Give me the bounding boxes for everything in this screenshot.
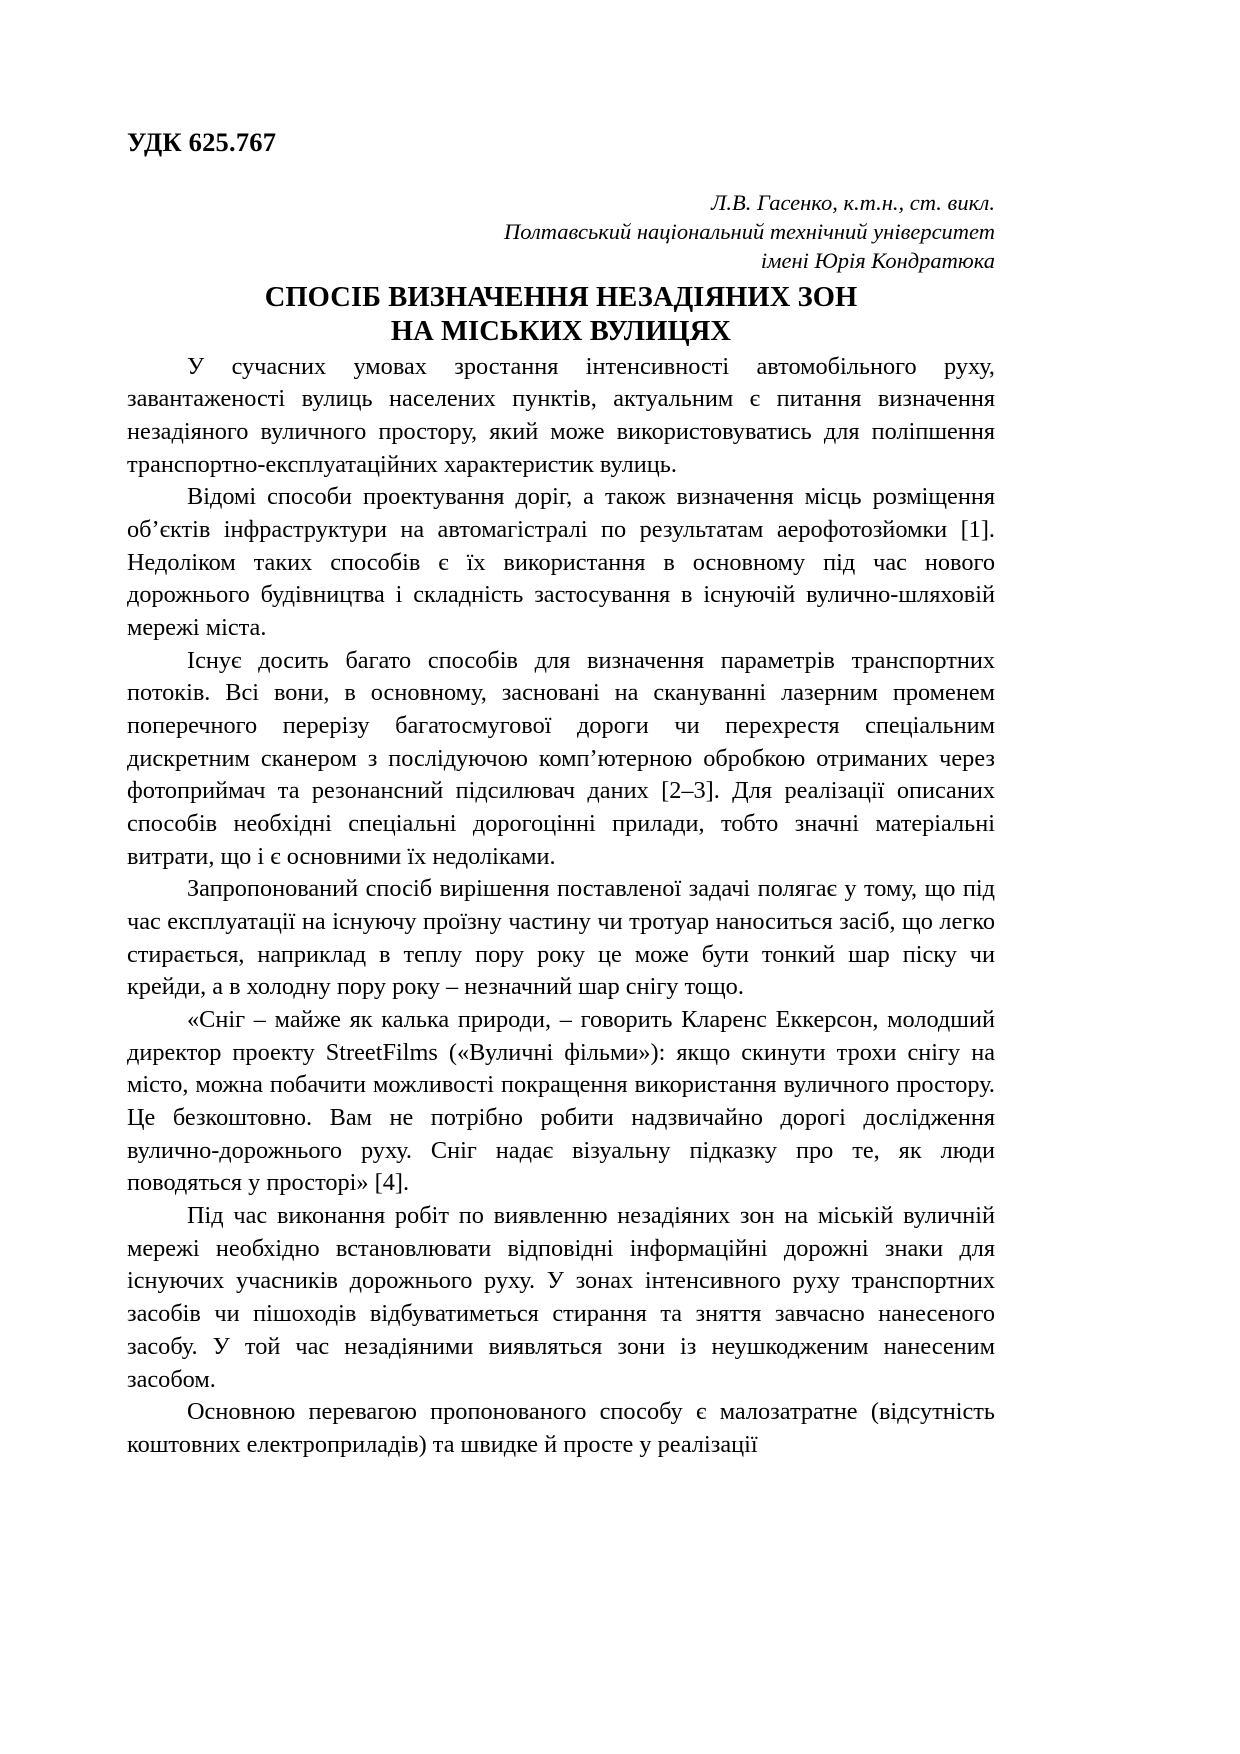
- paragraph: Існує досить багато способів для визначення параметрів транспортних потоків. Всі вони, в основному, засновані на скануванні лазерним променем поперечного перерізу багатосмугової дороги чи перехрестя спеціальним дискретним сканером з послідуючою комп’ютерною обробкою отриманих через фотоприймач та резонансний підсилювач даних [2–3]. Для реалізації описаних способів необхідні спеціальні дорогоцінні прилади, тобто значні матеріальні витрати, що і є основними їх недоліками.: [127, 646, 995, 870]
- body-text: [127, 351, 995, 1462]
- page-content: [127, 128, 995, 1462]
- author-block: [127, 188, 995, 276]
- author-name: Л.В. Гасенко, к.т.н., ст. викл.: [711, 189, 995, 215]
- author-affiliation-line-2: імені Юрія Кондратюка: [760, 248, 995, 274]
- paragraph: Відомі способи проектування доріг, а також визначення місць розміщення об’єктів інфраструктури на автомагістралі по результатам аерофотозйомки [1]. Недоліком таких способів є їх використання в основному під час нового дорожнього будівництва і складність застосування в існуючій вулично-шляховій мережі міста.: [127, 483, 995, 642]
- title-line-2: НА МІСЬКИХ ВУЛИЦЯХ: [390, 316, 732, 348]
- paragraph: Під час виконання робіт по виявленню незадіяних зон на міській вуличній мережі необхідно встановлювати відповідні інформаційні дорожні знаки для існуючих учасників дорожнього руху. У зонах інтенсивного руху транспортних засобів чи пішоходів відбуватиметься стирання та зняття завчасно нанесеного засобу. У той час незадіяними виявляться зони із неушкодженим нанесеним засобом.: [127, 1202, 995, 1393]
- page-title: [127, 281, 995, 348]
- udc-code: УДК 625.767: [127, 127, 277, 157]
- paragraph: Основною перевагою пропонованого способу є малозатратне (відсутність коштовних електроприладів) та швидке й просте у реалізації: [127, 1398, 995, 1458]
- author-affiliation-line-1: Полтавський національний технічний університет: [504, 218, 995, 244]
- paragraph: У сучасних умовах зростання інтенсивності автомобільного руху, завантаженості вулиць населених пунктів, актуальним є питання визначення незадіяного вуличного простору, який може використовуватись для поліпшення транспортно-експлуатаційних характеристик вулиць.: [127, 352, 995, 478]
- title-line-1: СПОСІБ ВИЗНАЧЕННЯ НЕЗАДІЯНИХ ЗОН: [264, 282, 858, 314]
- paragraph: Запропонований спосіб вирішення поставленої задачі полягає у тому, що під час експлуатації на існуючу проїзну частину чи тротуар наноситься засіб, що легко стирається, наприклад в теплу пору року це може бути тонкий шар піску чи крейди, а в холодну пору року – незначний шар снігу тощо.: [127, 875, 995, 1001]
- paragraph: «Сніг – майже як калька природи, – говорить Кларенс Еккерсон, молодший директор проекту StreetFilms («Вуличні фільми»): якщо скинути трохи снігу на місто, можна побачити можливості покращення використання вуличного простору. Це безкоштовно. Вам не потрібно робити надзвичайно дорогі дослідження вулично-дорожнього руху. Сніг надає візуальну підказку про те, як люди поводяться у просторі» [4].: [127, 1006, 995, 1197]
